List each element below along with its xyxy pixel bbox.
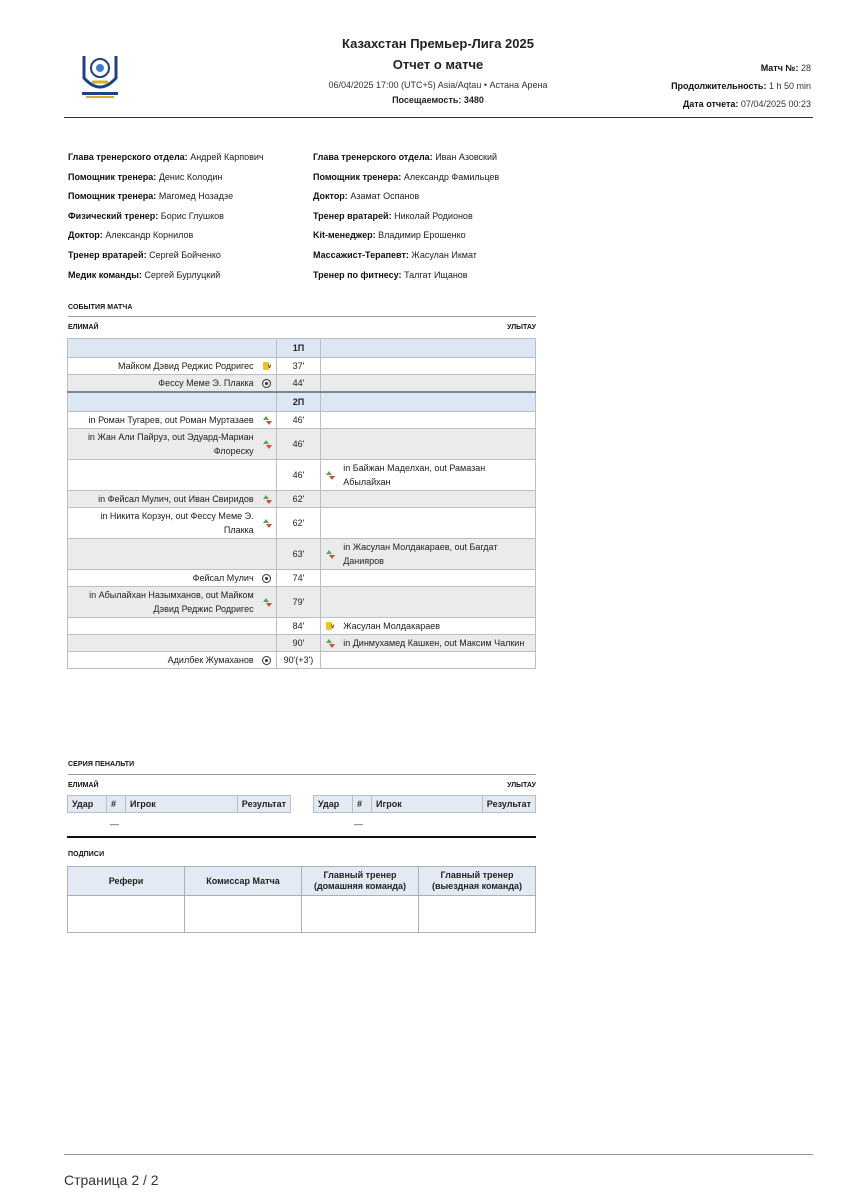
- footer-divider: [64, 1154, 813, 1155]
- staff-role: Массажист-Терапевт:: [313, 250, 409, 260]
- staff-entry: [313, 152, 497, 162]
- event-row: [68, 358, 536, 375]
- event-minute: 63': [277, 539, 321, 570]
- home-event-icon-cell: [258, 491, 277, 508]
- penalties-bottom-rule: [67, 836, 536, 838]
- league-logo: [78, 52, 122, 100]
- away-event-text: [339, 587, 535, 618]
- staff-name: Сергей Бойченко: [149, 250, 221, 260]
- home-event-text: [68, 635, 258, 652]
- events-section-divider: [68, 316, 536, 317]
- event-row: [68, 618, 536, 635]
- staff-role: Медик команды:: [68, 269, 142, 280]
- home-event-icon-cell: [258, 358, 277, 375]
- goal-ball-icon: [262, 574, 271, 583]
- event-minute: 46': [277, 460, 321, 491]
- sig-col-home-coach: Главный тренер (домашняя команда): [302, 867, 419, 896]
- events-section-title: СОБЫТИЯ МАТЧА: [68, 304, 133, 311]
- home-event-icon-cell: [258, 570, 277, 587]
- staff-role: Тренер вратарей:: [68, 250, 147, 260]
- home-event-text: Фейсал Мулич: [68, 570, 258, 587]
- event-row: [68, 412, 536, 429]
- staff-entry: [313, 211, 473, 221]
- home-event-icon-cell: [258, 539, 277, 570]
- staff-role: Помощник тренера:: [68, 171, 157, 182]
- staff-entry: [313, 191, 419, 201]
- staff-entry: [313, 250, 477, 260]
- report-title: Казахстан Премьер-Лига 2025: [342, 36, 534, 51]
- substitution-icon: [325, 550, 335, 560]
- period-label: 1П: [277, 339, 321, 358]
- staff-name: Жасулан Икмат: [411, 250, 477, 260]
- away-event-text: [339, 429, 535, 460]
- staff-name: Владимир Ерошенко: [378, 230, 466, 241]
- away-event-icon-cell: [320, 460, 339, 491]
- event-minute: 46': [277, 429, 321, 460]
- staff-name: Денис Колодин: [158, 171, 223, 182]
- pen-col-player: Игрок: [126, 796, 238, 813]
- event-row: [68, 635, 536, 652]
- event-minute: 74': [277, 570, 321, 587]
- staff-name: Борис Глушков: [160, 210, 224, 221]
- substitution-icon: [262, 495, 272, 505]
- match-datetime: 06/04/2025 17:00 (UTC+5) Asia/Aqtau: [328, 80, 482, 90]
- pen-col-shot: Удар: [68, 796, 107, 813]
- event-row: [68, 375, 536, 393]
- home-event-icon-cell: [258, 375, 277, 393]
- home-event-icon-cell: [258, 635, 277, 652]
- staff-entry: [68, 191, 233, 201]
- home-event-icon-cell: [258, 429, 277, 460]
- event-row: [68, 429, 536, 460]
- away-event-text: in Байжан Маделхан, out Рамазан Абылайхан: [339, 460, 535, 491]
- away-penalties-empty: —: [354, 819, 363, 829]
- event-row: [68, 570, 536, 587]
- yellow-card-icon: [262, 362, 272, 372]
- away-penalties-table: [313, 795, 536, 813]
- away-event-icon-cell: [320, 652, 339, 669]
- event-minute: 37': [277, 358, 321, 375]
- home-penalties-empty: —: [110, 819, 119, 829]
- report-date-value: 07/04/2025 00:23: [740, 99, 811, 109]
- match-venue: Астана Арена: [489, 80, 548, 90]
- home-event-text: in Никита Корзун, out Фессу Меме Э. Плакка: [68, 508, 258, 539]
- away-event-icon-cell: [320, 570, 339, 587]
- home-event-text: Адилбек Жумаханов: [68, 652, 258, 669]
- sig-col-away-coach: Главный тренер (выездная команда): [419, 867, 536, 896]
- home-event-text: [68, 460, 258, 491]
- staff-entry: [313, 270, 468, 280]
- staff-role: Глава тренерского отдела:: [68, 152, 188, 162]
- home-penalties-table: [67, 795, 291, 813]
- staff-name: Александр Фамильцев: [403, 171, 500, 182]
- event-row: [68, 460, 536, 491]
- away-event-text: [339, 358, 535, 375]
- staff-role: Глава тренерского отдела:: [313, 152, 433, 162]
- away-event-icon-cell: [320, 635, 339, 652]
- substitution-icon: [325, 471, 335, 481]
- home-event-text: [68, 618, 258, 635]
- substitution-icon: [262, 519, 272, 529]
- away-event-icon-cell: [320, 429, 339, 460]
- away-event-icon-cell: [320, 358, 339, 375]
- away-event-icon-cell: [320, 508, 339, 539]
- event-minute: 84': [277, 618, 321, 635]
- away-event-text: [339, 652, 535, 669]
- attendance-value: 3480: [463, 95, 484, 105]
- away-event-text: in Жасулан Молдакараев, out Багдат Данияров: [339, 539, 535, 570]
- away-event-icon-cell: [320, 491, 339, 508]
- staff-role: Помощник тренера:: [313, 171, 402, 182]
- substitution-icon: [262, 440, 272, 450]
- away-event-text: Жасулан Молдакараев: [339, 618, 535, 635]
- home-event-text: in Абылайхан Назымханов, out Майком Дэвид Реджис Родригес: [68, 587, 258, 618]
- pen-col-number: #: [353, 796, 372, 813]
- penalties-away-team: УЛЫТАУ: [507, 782, 536, 789]
- away-event-text: [339, 570, 535, 587]
- staff-entry: [68, 211, 224, 221]
- pen-col-number: #: [107, 796, 126, 813]
- event-row: [68, 587, 536, 618]
- events-home-team: ЕЛИМАЙ: [68, 324, 99, 331]
- penalties-section-divider: [68, 774, 536, 775]
- home-event-text: [68, 539, 258, 570]
- sig-cell-home-coach[interactable]: [302, 896, 419, 933]
- period-blank: [320, 392, 535, 412]
- home-event-text: in Роман Тугарев, out Роман Муртазаев: [68, 412, 258, 429]
- event-minute: 90'(+3'): [277, 652, 321, 669]
- staff-entry: [68, 172, 222, 182]
- separator-dot: •: [483, 80, 487, 90]
- staff-name: Магомед Нозадзе: [158, 191, 234, 202]
- staff-entry: [68, 230, 193, 240]
- page-number: Страница 2 / 2: [64, 1172, 159, 1188]
- away-event-icon-cell: [320, 412, 339, 429]
- event-minute: 90': [277, 635, 321, 652]
- period-row: [68, 392, 536, 412]
- home-event-icon-cell: [258, 460, 277, 491]
- staff-role: Тренер по фитнесу:: [313, 269, 402, 280]
- goal-ball-icon: [262, 656, 271, 665]
- period-blank: [68, 392, 277, 412]
- match-number-label: Матч №:: [760, 63, 799, 73]
- staff-name: Талгат Ищанов: [404, 269, 468, 280]
- event-row: [68, 539, 536, 570]
- penalties-home-team: ЕЛИМАЙ: [68, 782, 99, 789]
- staff-name: Иван Азовский: [435, 152, 498, 162]
- pen-col-result: Результат: [482, 796, 535, 813]
- sig-col-referee: Рефери: [68, 867, 185, 896]
- staff-name: Андрей Карпович: [190, 152, 264, 162]
- period-blank: [68, 339, 277, 358]
- pen-col-shot: Удар: [314, 796, 353, 813]
- away-event-text: [339, 508, 535, 539]
- staff-entry: [68, 250, 221, 260]
- staff-name: Александр Корнилов: [105, 230, 194, 241]
- event-minute: 62': [277, 491, 321, 508]
- home-event-text: Майком Дэвид Реджис Родригес: [68, 358, 258, 375]
- staff-entry: [313, 230, 466, 240]
- home-event-text: in Фейсал Мулич, out Иван Свиридов: [68, 491, 258, 508]
- staff-role: Доктор:: [68, 230, 103, 241]
- home-event-icon-cell: [258, 587, 277, 618]
- event-row: [68, 652, 536, 669]
- report-subtitle: Отчет о матче: [392, 57, 484, 72]
- away-event-icon-cell: [320, 618, 339, 635]
- sig-cell-referee[interactable]: [68, 896, 185, 933]
- period-row: [68, 339, 536, 358]
- event-minute: 79': [277, 587, 321, 618]
- sig-cell-commissioner[interactable]: [185, 896, 302, 933]
- attendance-label: Посещаемость:: [392, 95, 462, 105]
- period-blank: [320, 339, 535, 358]
- home-event-text: in Жан Али Пайруз, out Эдуард-Мариан Флореску: [68, 429, 258, 460]
- staff-role: Помощник тренера:: [68, 191, 157, 202]
- home-event-icon-cell: [258, 618, 277, 635]
- duration-value: 1 h 50 min: [768, 81, 811, 91]
- staff-role: Физический тренер:: [68, 210, 159, 221]
- home-event-icon-cell: [258, 652, 277, 669]
- signatures-section-title: ПОДПИСИ: [68, 851, 105, 858]
- pen-col-result: Результат: [237, 796, 290, 813]
- yellow-card-icon: [325, 622, 335, 632]
- events-away-team: УЛЫТАУ: [507, 324, 536, 331]
- event-minute: 44': [277, 375, 321, 393]
- pen-col-player: Игрок: [372, 796, 483, 813]
- sig-cell-away-coach[interactable]: [419, 896, 536, 933]
- duration-label: Продолжительность:: [671, 81, 767, 91]
- event-row: [68, 491, 536, 508]
- match-number-value: 28: [800, 63, 811, 73]
- attendance: [280, 95, 596, 105]
- staff-role: Тренер вратарей:: [313, 210, 392, 221]
- penalties-section-title: СЕРИЯ ПЕНАЛЬТИ: [68, 761, 135, 768]
- staff-entry: [68, 270, 220, 280]
- staff-name: Николай Родионов: [394, 210, 473, 221]
- match-duration: [671, 81, 811, 91]
- match-number: [761, 63, 811, 73]
- away-event-icon-cell: [320, 587, 339, 618]
- substitution-icon: [325, 639, 335, 649]
- event-minute: 46': [277, 412, 321, 429]
- event-row: [68, 508, 536, 539]
- staff-entry: [68, 152, 264, 162]
- sig-col-commissioner: Комиссар Матча: [185, 867, 302, 896]
- away-event-text: in Динмухамед Кашкен, out Максим Чалкин: [339, 635, 535, 652]
- substitution-icon: [262, 416, 272, 426]
- away-event-text: [339, 412, 535, 429]
- report-date-label: Дата отчета:: [682, 99, 739, 109]
- away-event-icon-cell: [320, 539, 339, 570]
- report-date: [683, 99, 811, 109]
- away-event-icon-cell: [320, 375, 339, 393]
- away-event-text: [339, 491, 535, 508]
- staff-name: Азамат Оспанов: [350, 191, 420, 202]
- staff-name: Сергей Бурлуцкий: [144, 269, 221, 280]
- staff-role: Доктор:: [313, 191, 348, 202]
- signatures-table: [67, 866, 536, 933]
- event-minute: 62': [277, 508, 321, 539]
- home-event-icon-cell: [258, 412, 277, 429]
- goal-ball-icon: [262, 379, 271, 388]
- home-event-icon-cell: [258, 508, 277, 539]
- match-datetime-venue: [280, 80, 596, 90]
- substitution-icon: [262, 598, 272, 608]
- away-event-text: [339, 375, 535, 393]
- period-label: 2П: [277, 392, 321, 412]
- staff-entry: [313, 172, 499, 182]
- header-divider: [64, 117, 813, 118]
- staff-role: Kit-менеджер:: [313, 230, 376, 241]
- home-event-text: Фессу Меме Э. Плакка: [68, 375, 258, 393]
- match-events-table: [67, 338, 536, 669]
